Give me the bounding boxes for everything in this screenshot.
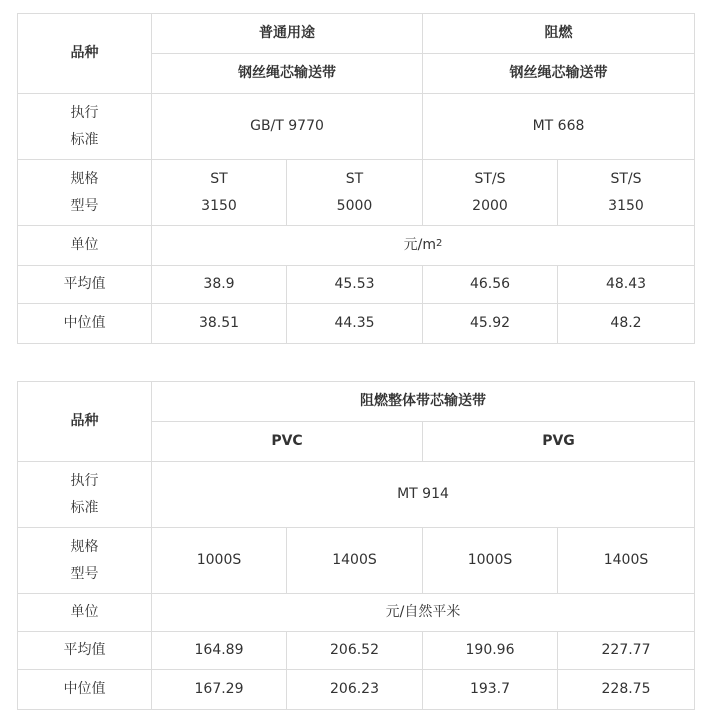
standard-general: GB/T 9770 — [152, 94, 423, 160]
standard-value: MT 914 — [152, 462, 695, 528]
subgroup-fr: 钢丝绳芯输送带 — [423, 54, 695, 94]
median-value: 228.75 — [558, 670, 695, 710]
median-value: 206.23 — [287, 670, 423, 710]
row-label-unit: 单位 — [18, 594, 152, 632]
group-flame-retardant: 阻燃 — [423, 14, 695, 54]
average-value: 206.52 — [287, 632, 423, 670]
unit-value: 元/自然平米 — [152, 594, 695, 632]
row-label-average: 平均值 — [18, 266, 152, 304]
spec-cell: ST/S 2000 — [423, 160, 558, 226]
subgroup-general: 钢丝绳芯输送带 — [152, 54, 423, 94]
spec-cell: 1000S — [152, 528, 287, 594]
median-value: 38.51 — [152, 304, 287, 344]
spec-cell: 1400S — [558, 528, 695, 594]
median-value: 44.35 — [287, 304, 423, 344]
median-value: 45.92 — [423, 304, 558, 344]
header-variety: 品种 — [18, 14, 152, 94]
subgroup-pvc: PVC — [152, 422, 423, 462]
header-variety: 品种 — [18, 382, 152, 462]
row-label-standard: 执行 标准 — [18, 94, 152, 160]
spec-cell: 1000S — [423, 528, 558, 594]
unit-value: 元$/m^2$ — [152, 226, 695, 266]
average-value: 46.56 — [423, 266, 558, 304]
average-value: 227.77 — [558, 632, 695, 670]
median-value: 48.2 — [558, 304, 695, 344]
spec-cell: ST 3150 — [152, 160, 287, 226]
row-label-unit: 单位 — [18, 226, 152, 266]
price-table-steel-cord — [17, 13, 695, 344]
spec-cell: ST 5000 — [287, 160, 423, 226]
row-label-standard: 执行 标准 — [18, 462, 152, 528]
median-value: 167.29 — [152, 670, 287, 710]
standard-fr: MT 668 — [423, 94, 695, 160]
row-label-median: 中位值 — [18, 304, 152, 344]
price-table-solid-woven — [17, 381, 695, 710]
median-value: 193.7 — [423, 670, 558, 710]
average-value: 190.96 — [423, 632, 558, 670]
row-label-spec: 规格 型号 — [18, 528, 152, 594]
spec-cell: 1400S — [287, 528, 423, 594]
row-label-average: 平均值 — [18, 632, 152, 670]
row-label-median: 中位值 — [18, 670, 152, 710]
average-value: 48.43 — [558, 266, 695, 304]
average-value: 38.9 — [152, 266, 287, 304]
average-value: 45.53 — [287, 266, 423, 304]
row-label-spec: 规格 型号 — [18, 160, 152, 226]
subgroup-pvg: PVG — [423, 422, 695, 462]
group-general-use: 普通用途 — [152, 14, 423, 54]
average-value: 164.89 — [152, 632, 287, 670]
spec-cell: ST/S 3150 — [558, 160, 695, 226]
group-fr-solid-woven: 阻燃整体带芯输送带 — [152, 382, 695, 422]
